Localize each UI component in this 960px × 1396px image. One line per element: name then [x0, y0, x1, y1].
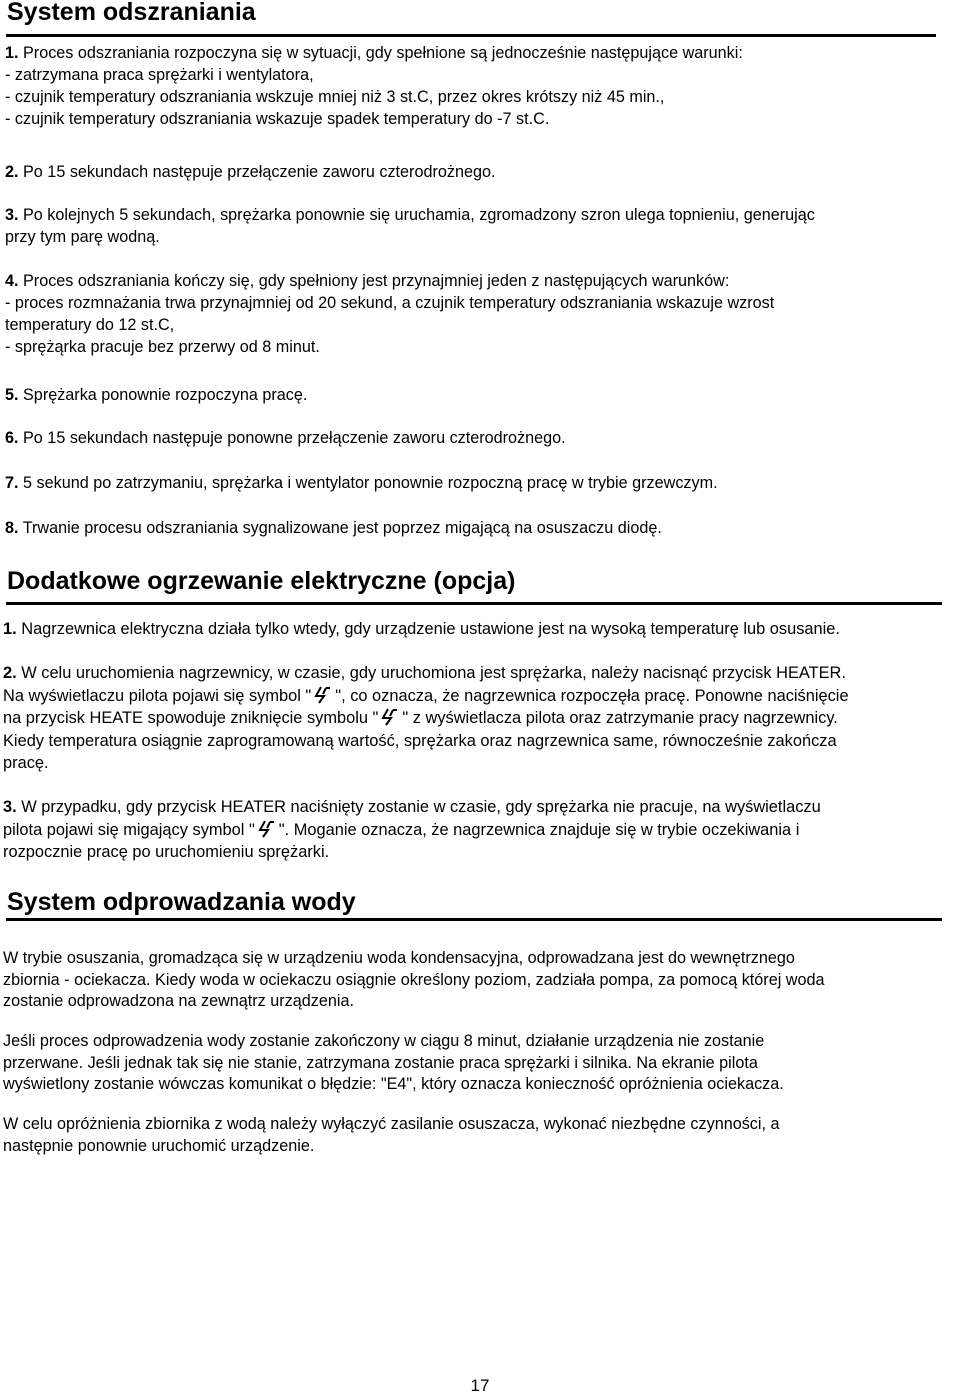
defrost-step-1 [5, 42, 743, 130]
heater-lightning-icon [379, 708, 401, 726]
section-title-electric-heating: Dodatkowe ogrzewanie elektryczne (opcja) [7, 567, 516, 595]
step-number: 1. [5, 44, 19, 62]
step-text: W przypadku, gdy przycisk HEATER naciśnięty zostanie w czasie, gdy sprężarka nie pracuje, na wyświetlaczu [16, 798, 821, 816]
step-text: Nagrzewnica elektryczna działa tylko wtedy, gdy urządzenie ustawione jest na wysoką temperaturę lub osusanie. [16, 620, 840, 638]
paragraph-line: przerwane. Jeśli jednak tak się nie stanie, zatrzymana zostanie praca sprężarki i silnika. Na ekranie pilota [3, 1053, 758, 1072]
step-number: 3. [5, 206, 19, 224]
step-text: - czujnik temperatury odszraniania wskazuje spadek temperatury do -7 st.C. [5, 110, 550, 128]
heating-step-1 [3, 618, 840, 641]
step-text: Proces odszraniania rozpoczyna się w sytuacji, gdy spełnione są jednocześnie następujące warunki: [18, 44, 743, 62]
step-text: na przycisk HEATE spowoduje zniknięcie symbolu " [3, 709, 379, 727]
page-number: 17 [470, 1376, 490, 1395]
step-text: Po 15 sekundach następuje ponowne przełączenie zaworu czterodrożnego. [18, 429, 566, 447]
step-number: 1. [3, 620, 17, 638]
drain-paragraph-1 [3, 948, 825, 1013]
step-text: Sprężarka ponownie rozpoczyna pracę. [18, 386, 308, 404]
step-text: pilota pojawi się migający symbol " [3, 820, 255, 839]
paragraph-line: Jeśli proces odprowadzenia wody zostanie zakończony w ciągu 8 minut, działanie urządzenia nie zostanie [3, 1032, 765, 1050]
step-text: pracę. [3, 754, 49, 772]
step-text: - sprężąrka pracuje bez przerwy od 8 minut. [5, 338, 320, 356]
step-number: 3. [3, 798, 17, 816]
step-text: - czujnik temperatury odszraniania wskzuje mniej niż 3 st.C, przez okres krótszy niż 45 min., [5, 88, 665, 106]
step-number: 5. [5, 386, 19, 404]
step-text: - zatrzymana praca sprężarki i wentylatora, [5, 66, 314, 84]
step-number: 4. [5, 272, 19, 290]
step-text: Kiedy temperatura osiągnie zaprogramowaną wartość, sprężarka oraz nagrzewnica same, równocześnie zakończa [3, 731, 837, 750]
section-title-defrost: System odszraniania [7, 0, 256, 26]
paragraph-line: W celu opróżnienia zbiornika z wodą należy wyłączyć zasilanie osuszacza, wykonać niezbędne czynności, a [3, 1115, 780, 1133]
step-number: 6. [5, 429, 19, 447]
step-text: ", co oznacza, że nagrzewnica rozpoczęła pracę. Ponowne naciśnięcie [335, 686, 849, 705]
step-text: temperatury do 12 st.C, [5, 316, 175, 334]
section-title-water-drain: System odprowadzania wody [7, 888, 356, 916]
step-text: " z wyświetlacza pilota oraz zatrzymanie pracy nagrzewnicy. [402, 709, 838, 727]
defrost-step-7 [5, 472, 718, 494]
step-text: Na wyświetlaczu pilota pojawi się symbol " [3, 686, 312, 705]
defrost-step-4 [5, 270, 774, 358]
paragraph-line: następnie ponownie uruchomić urządzenie. [3, 1136, 315, 1155]
paragraph-line: W trybie osuszania, gromadząca się w urządzeniu woda kondensacyjna, odprowadzana jest do wewnętrznego [3, 949, 795, 967]
paragraph-line: zbiornia - ociekacza. Kiedy woda w ociekaczu osiągnie określony poziom, zadziała pompa, za pomocą której woda [3, 970, 825, 989]
defrost-step-5 [5, 384, 307, 406]
step-number: 2. [3, 664, 17, 682]
step-text: przy tym parę wodną. [5, 228, 160, 246]
defrost-step-2 [5, 161, 495, 183]
heating-step-3 [3, 796, 821, 864]
section-divider [6, 602, 942, 605]
step-number: 2. [5, 163, 19, 181]
step-text: rozpocznie pracę po uruchomieniu sprężarki. [3, 843, 330, 861]
paragraph-line: wyświetlony zostanie wówczas komunikat o błędzie: "E4", który oznacza konieczność opróżnienia ociekacza. [3, 1075, 784, 1093]
paragraph-line: zostanie odprowadzona na zewnątrz urządzenia. [3, 992, 354, 1010]
defrost-step-6 [5, 427, 566, 449]
section-divider [6, 34, 936, 37]
heating-step-2 [3, 662, 849, 775]
step-text: 5 sekund po zatrzymaniu, sprężarka i wentylator ponownie rozpoczną pracę w trybie grzewczym. [18, 474, 718, 492]
heater-lightning-icon [256, 820, 278, 838]
step-text: Po kolejnych 5 sekundach, sprężarka ponownie się uruchamia, zgromadzony szron ulega topnieniu, generując [18, 206, 815, 224]
step-text: - proces rozmnażania trwa przynajmniej od 20 sekund, a czujnik temperatury odszraniania wskazuje wzrost [5, 294, 775, 312]
defrost-step-8 [5, 517, 662, 539]
step-text: Po 15 sekundach następuje przełączenie zaworu czterodrożnego. [18, 163, 496, 181]
drain-paragraph-2 [3, 1031, 784, 1096]
defrost-step-3 [5, 204, 815, 248]
step-text: Proces odszraniania kończy się, gdy spełniony jest przynajmniej jeden z następujących warunków: [18, 272, 730, 290]
step-text: Trwanie procesu odszraniania sygnalizowane jest poprzez migającą na osuszaczu diodę. [18, 519, 662, 537]
section-divider [6, 918, 942, 921]
step-number: 7. [5, 474, 19, 492]
drain-paragraph-3 [3, 1114, 780, 1157]
step-text: ". Moganie oznacza, że nagrzewnica znajduje się w trybie oczekiwania i [278, 820, 800, 839]
step-text: W celu uruchomienia nagrzewnicy, w czasie, gdy uruchomiona jest sprężarka, należy nacisnąć przycisk HEATER. [16, 664, 846, 682]
heater-lightning-icon [312, 686, 334, 704]
step-number: 8. [5, 519, 19, 537]
